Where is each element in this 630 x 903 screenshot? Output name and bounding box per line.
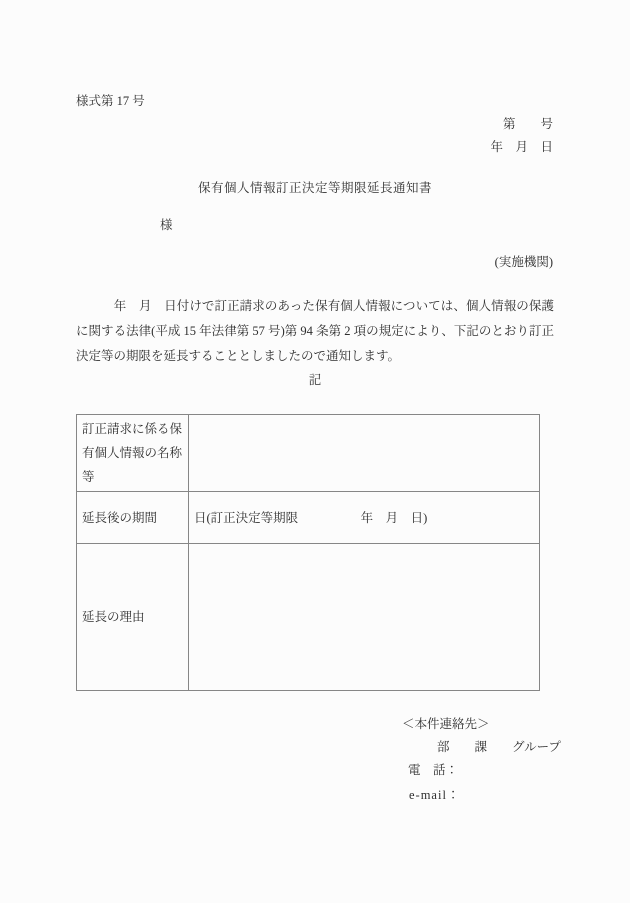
row-label-info-name: 訂正請求に係る保有個人情報の名称等 <box>77 415 189 492</box>
row-label-extended-period: 延長後の期間 <box>77 492 189 544</box>
table-row-extension-reason <box>77 544 540 691</box>
document-number-line: 第 号 <box>502 117 553 131</box>
contact-section-heading: ＜本件連絡先＞ <box>402 717 490 731</box>
row-value-info-name <box>189 415 540 492</box>
table-row-extended-period <box>77 492 540 544</box>
body-paragraph: 年 月 日付けで訂正請求のあった保有個人情報については、個人情報の保護に関する法律(平成 15 年法律第 57 号)第 94 条第 2 項の規定により、下記のとおり訂正決定等の期限を延長することとしましたので通知します。 <box>76 299 554 363</box>
contact-email-label: e-mail： <box>409 788 461 802</box>
contact-department-line: 部 課 グループ <box>437 740 562 754</box>
row-label-extension-reason: 延長の理由 <box>77 544 189 691</box>
addressee-suffix: 様 <box>160 218 173 232</box>
row-value-extended-period: 日(訂正決定等期限 年 月 日) <box>189 492 540 544</box>
table-row-info-name <box>77 415 540 492</box>
page-title: 保有個人情報訂正決定等期限延長通知書 <box>197 181 432 195</box>
record-marker: 記 <box>308 373 322 387</box>
contact-phone-label: 電 話： <box>408 763 459 777</box>
issuing-agency-label: (実施機関) <box>494 255 553 269</box>
form-number: 様式第 17 号 <box>76 94 145 108</box>
date-line: 年 月 日 <box>490 140 553 154</box>
form-table <box>76 414 540 691</box>
row-value-extension-reason <box>189 544 540 691</box>
